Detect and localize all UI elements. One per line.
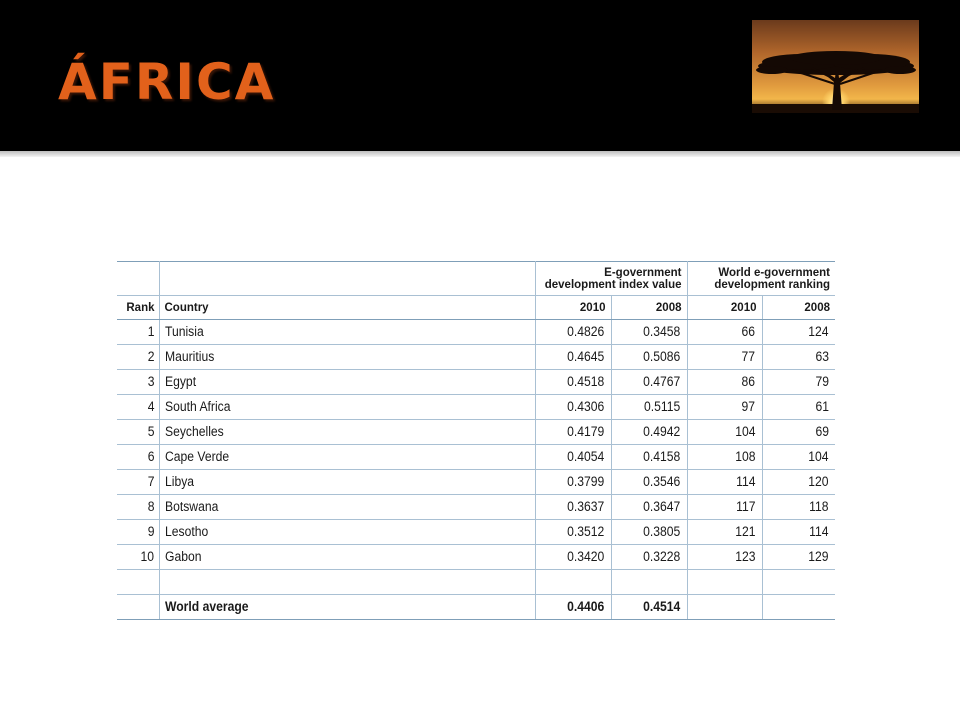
country-cell xyxy=(159,320,535,345)
table-row-spacer xyxy=(117,570,835,595)
index-2008-cell xyxy=(611,395,687,420)
index-2010-cell xyxy=(535,545,611,570)
column-header-index-2010: 2010 xyxy=(535,296,611,320)
ranking-2008-value: 79 xyxy=(815,374,829,389)
spacer-cell xyxy=(611,570,687,595)
country-cell xyxy=(159,445,535,470)
world-average-index-2010-text: 0.4406 xyxy=(567,599,605,614)
ranking-2010-cell xyxy=(687,320,762,345)
ranking-2008-value: 104 xyxy=(808,449,829,464)
index-2008-value: 0.3546 xyxy=(643,474,681,489)
index-2010-cell xyxy=(535,420,611,445)
country-value: Tunisia xyxy=(164,324,204,339)
ranking-2010-cell xyxy=(687,420,762,445)
table-row xyxy=(117,470,835,495)
table-row xyxy=(117,495,835,520)
index-2010-cell xyxy=(535,320,611,345)
rank-cell xyxy=(117,445,159,470)
slide-title: ÁFRICA xyxy=(58,53,276,111)
index-2008-value: 0.5115 xyxy=(644,399,681,414)
ranking-2008-cell xyxy=(762,320,835,345)
country-value: Libya xyxy=(164,474,194,489)
world-average-index-2010 xyxy=(535,595,611,620)
country-value: Botswana xyxy=(164,499,218,514)
country-cell xyxy=(159,520,535,545)
world-average-label xyxy=(159,595,535,620)
table-row xyxy=(117,445,835,470)
index-2010-value: 0.4645 xyxy=(567,349,605,364)
ranking-2008-cell xyxy=(762,495,835,520)
country-cell xyxy=(159,495,535,520)
ranking-2008-value: 63 xyxy=(815,349,829,364)
index-2010-value: 0.4179 xyxy=(567,424,605,439)
ranking-2008-value: 120 xyxy=(808,474,829,489)
index-2008-value: 0.5086 xyxy=(643,349,681,364)
group-header-world-ranking-text: World e-government development ranking xyxy=(714,266,830,291)
column-header-index-2008: 2008 xyxy=(611,296,687,320)
world-average-ranking-2008 xyxy=(762,595,835,620)
rank-cell xyxy=(117,370,159,395)
ranking-2010-value: 77 xyxy=(741,349,756,364)
index-2008-value: 0.4942 xyxy=(643,424,681,439)
ranking-2008-value: 61 xyxy=(815,399,829,414)
table-row xyxy=(117,520,835,545)
world-average-rank-cell xyxy=(117,595,159,620)
index-2010-cell xyxy=(535,520,611,545)
ranking-2010-value: 86 xyxy=(741,374,756,389)
index-2010-value: 0.4826 xyxy=(567,324,605,339)
country-cell xyxy=(159,370,535,395)
table-row xyxy=(117,395,835,420)
ranking-2010-value: 117 xyxy=(736,499,756,514)
spacer-cell xyxy=(117,570,159,595)
ranking-2008-value: 114 xyxy=(809,524,829,539)
column-header-country: Country xyxy=(159,296,535,320)
spacer-cell xyxy=(535,570,611,595)
index-2010-cell xyxy=(535,470,611,495)
index-2010-value: 0.3799 xyxy=(567,474,605,489)
index-2008-value: 0.4158 xyxy=(643,449,681,464)
group-header-egov-index xyxy=(535,262,687,296)
ranking-2008-value: 124 xyxy=(808,324,829,339)
rank-value: 1 xyxy=(147,324,155,339)
country-cell xyxy=(159,420,535,445)
rank-value: 6 xyxy=(147,449,155,464)
ranking-2010-cell xyxy=(687,545,762,570)
column-header-ranking-2008: 2008 xyxy=(762,296,835,320)
index-2008-value: 0.3228 xyxy=(643,549,681,564)
rank-cell xyxy=(117,545,159,570)
index-2008-cell xyxy=(611,320,687,345)
group-header-egov-index-text: E-government development index value xyxy=(544,266,682,291)
group-header-world-ranking xyxy=(687,262,835,296)
table-body xyxy=(117,320,835,620)
country-value: Cape Verde xyxy=(164,449,229,464)
rank-value: 4 xyxy=(147,399,155,414)
index-2008-cell xyxy=(611,345,687,370)
ranking-2010-value: 114 xyxy=(736,474,756,489)
index-2010-value: 0.3420 xyxy=(567,549,605,564)
ranking-2008-cell xyxy=(762,470,835,495)
index-2008-cell xyxy=(611,470,687,495)
country-value: South Africa xyxy=(164,399,231,414)
index-2008-cell xyxy=(611,495,687,520)
rank-value: 8 xyxy=(147,499,155,514)
country-cell xyxy=(159,395,535,420)
column-header-rank: Rank xyxy=(117,296,159,320)
index-2010-value: 0.4054 xyxy=(567,449,605,464)
ranking-2010-value: 123 xyxy=(735,549,756,564)
index-2010-cell xyxy=(535,445,611,470)
country-value: Lesotho xyxy=(164,524,208,539)
index-2010-value: 0.3512 xyxy=(567,524,605,539)
country-value: Seychelles xyxy=(164,424,224,439)
index-2010-cell xyxy=(535,370,611,395)
table-row xyxy=(117,320,835,345)
index-2008-value: 0.3805 xyxy=(643,524,681,539)
index-2008-value: 0.3647 xyxy=(643,499,681,514)
ranking-2008-cell xyxy=(762,345,835,370)
country-value: Gabon xyxy=(164,549,201,564)
country-cell xyxy=(159,545,535,570)
rank-value: 7 xyxy=(147,474,155,489)
rank-cell xyxy=(117,395,159,420)
world-average-index-2008-text: 0.4514 xyxy=(643,599,681,614)
index-2010-value: 0.4306 xyxy=(567,399,605,414)
egov-ranking-table xyxy=(117,261,835,620)
ranking-2010-cell xyxy=(687,470,762,495)
ranking-2010-value: 66 xyxy=(741,324,756,339)
ranking-2010-value: 108 xyxy=(735,449,756,464)
rank-value: 9 xyxy=(147,524,155,539)
table-row xyxy=(117,545,835,570)
ranking-2008-cell xyxy=(762,445,835,470)
table-row xyxy=(117,370,835,395)
index-2008-cell xyxy=(611,370,687,395)
ranking-2010-cell xyxy=(687,520,762,545)
index-2008-cell xyxy=(611,520,687,545)
ranking-2010-value: 121 xyxy=(735,524,756,539)
ranking-2010-cell xyxy=(687,495,762,520)
ranking-2008-cell xyxy=(762,520,835,545)
header-spacer-country xyxy=(159,262,535,296)
rank-cell xyxy=(117,470,159,495)
country-value: Egypt xyxy=(164,374,196,389)
ranking-2010-cell xyxy=(687,395,762,420)
spacer-cell xyxy=(762,570,835,595)
country-cell xyxy=(159,345,535,370)
rank-cell xyxy=(117,345,159,370)
index-2010-value: 0.4518 xyxy=(567,374,605,389)
ranking-2008-value: 118 xyxy=(809,499,829,514)
index-2010-value: 0.3637 xyxy=(567,499,605,514)
world-average-ranking-2010 xyxy=(687,595,762,620)
acacia-sunset-photo xyxy=(752,20,919,113)
ranking-2010-cell xyxy=(687,370,762,395)
world-average-index-2008 xyxy=(611,595,687,620)
rank-cell xyxy=(117,495,159,520)
ranking-2010-value: 97 xyxy=(741,399,756,414)
index-2010-cell xyxy=(535,395,611,420)
table-row xyxy=(117,345,835,370)
index-2008-cell xyxy=(611,445,687,470)
index-2008-cell xyxy=(611,545,687,570)
country-value: Mauritius xyxy=(164,349,214,364)
spacer-cell xyxy=(159,570,535,595)
ranking-2010-cell xyxy=(687,445,762,470)
table-row xyxy=(117,420,835,445)
table-row-world-average xyxy=(117,595,835,620)
ranking-2010-value: 104 xyxy=(735,424,756,439)
rank-value: 2 xyxy=(147,349,155,364)
rank-cell xyxy=(117,520,159,545)
rank-cell xyxy=(117,420,159,445)
index-2008-value: 0.4767 xyxy=(643,374,681,389)
index-2008-value: 0.3458 xyxy=(643,324,681,339)
index-2010-cell xyxy=(535,495,611,520)
ranking-2008-cell xyxy=(762,545,835,570)
rank-cell xyxy=(117,320,159,345)
column-header-ranking-2010: 2010 xyxy=(687,296,762,320)
header-spacer-rank xyxy=(117,262,159,296)
header-divider xyxy=(0,151,960,157)
country-cell xyxy=(159,470,535,495)
rank-value: 5 xyxy=(147,424,155,439)
spacer-cell xyxy=(687,570,762,595)
world-average-label-text: World average xyxy=(164,599,249,614)
index-2008-cell xyxy=(611,420,687,445)
ranking-2008-value: 69 xyxy=(815,424,829,439)
ranking-2010-cell xyxy=(687,345,762,370)
index-2010-cell xyxy=(535,345,611,370)
ranking-2008-cell xyxy=(762,420,835,445)
ranking-2008-cell xyxy=(762,370,835,395)
rank-value: 3 xyxy=(147,374,155,389)
ranking-2008-value: 129 xyxy=(808,549,829,564)
ranking-2008-cell xyxy=(762,395,835,420)
rank-value: 10 xyxy=(140,549,155,564)
